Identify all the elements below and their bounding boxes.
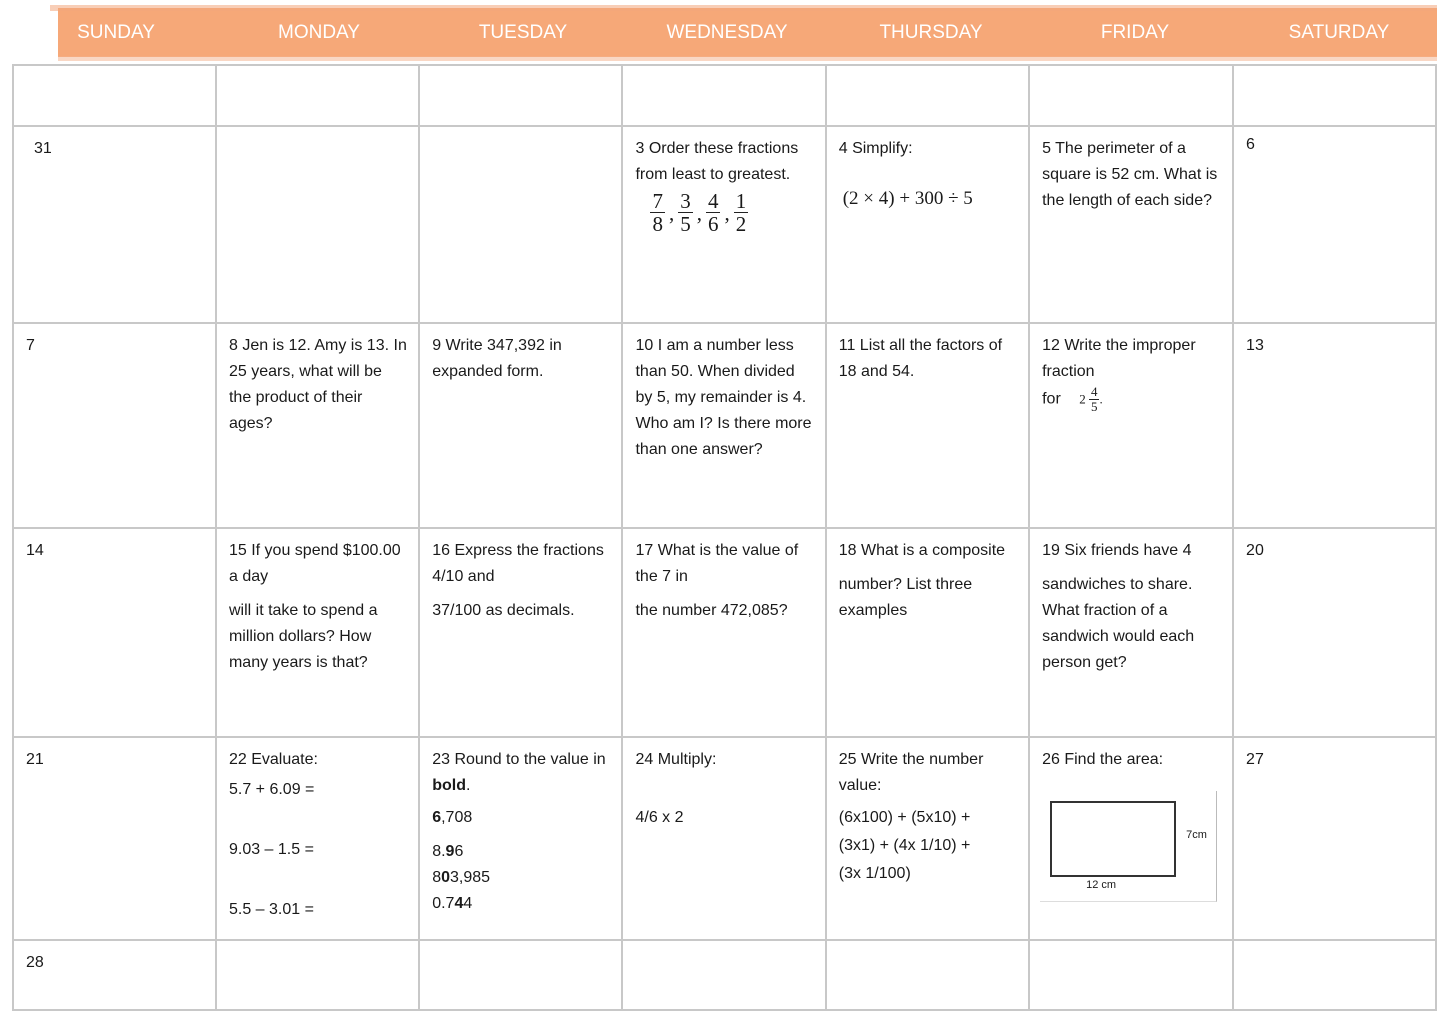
numerator: 3 — [680, 189, 691, 213]
day-cell-16 — [419, 528, 622, 737]
day-cell-7 — [13, 323, 216, 528]
problem-9-text: 9 Write 347,392 in expanded form. — [432, 337, 562, 380]
day-cell-26 — [1029, 737, 1233, 940]
problem-15-text-b: will it take to spend a million dollars? How many years is that? — [228, 602, 378, 671]
fraction-list — [650, 190, 814, 235]
day-cell — [216, 940, 419, 1010]
week-row-4 — [13, 737, 1436, 940]
problem-24-text: 24 Multiply: — [635, 751, 717, 768]
expanded-line-1: (6x100) + (5x10) + — [838, 809, 971, 826]
comma: , — [724, 200, 730, 225]
day-cell-25 — [826, 737, 1029, 940]
height-label: 7cm — [1186, 829, 1207, 841]
day-cell-12 — [1029, 323, 1233, 528]
expanded-line-2: (3x1) + (4x 1/10) + — [838, 837, 971, 854]
rounding-item — [432, 891, 611, 917]
comma: , — [668, 200, 675, 225]
problem-10-text: 10 I am a number less than 50. When divided by 5, my remainder is 4. Who am I? Is there more than one answer? — [635, 337, 812, 458]
digits: 3,985 — [450, 869, 491, 886]
day-cell — [419, 65, 622, 126]
expression-2: 9.03 – 1.5 = — [228, 841, 314, 858]
numerator: 4 — [1090, 384, 1098, 399]
problem-22-text: 22 Evaluate: — [228, 751, 318, 768]
day-cell — [622, 65, 825, 126]
whole-part: 2 — [1079, 391, 1086, 407]
bold-digit: 6 — [432, 809, 442, 826]
day-cell — [419, 126, 622, 323]
numerator: 4 — [707, 189, 719, 213]
period: . — [1099, 391, 1103, 407]
problem-16-text-b: 37/100 as decimals. — [432, 602, 575, 619]
width-label: 12 cm — [1086, 879, 1117, 891]
day-cell-4 — [826, 126, 1029, 323]
day-number: 13 — [1246, 337, 1264, 354]
day-cell-10 — [622, 323, 825, 528]
day-cell-6 — [1233, 126, 1436, 323]
day-cell — [419, 940, 622, 1010]
digits: 0.7 — [432, 895, 455, 912]
fraction — [678, 190, 693, 235]
week-row-3 — [13, 528, 1436, 737]
day-cell — [622, 940, 825, 1010]
day-number: 27 — [1246, 751, 1264, 768]
expression-1: 5.7 + 6.09 = — [228, 781, 315, 798]
problem-5-text: 5 The perimeter of a square is 52 cm. What is the length of each side? — [1042, 140, 1218, 209]
day-cell — [1029, 65, 1233, 126]
day-number: 31 — [34, 140, 52, 157]
fraction — [1089, 384, 1103, 414]
numerator: 7 — [652, 189, 663, 213]
day-cell-14 — [13, 528, 216, 737]
day-header-sunday: SUNDAY — [77, 22, 155, 43]
digits: 4 — [463, 895, 473, 912]
denominator: 2 — [735, 212, 747, 236]
day-header-friday: FRIDAY — [1100, 22, 1170, 43]
day-cell-31 — [13, 126, 216, 323]
fraction — [650, 190, 665, 235]
day-cell-28 — [13, 940, 216, 1010]
problem-4-text: 4 Simplify: — [838, 140, 913, 157]
day-cell — [13, 65, 216, 126]
expanded-line-3: (3x 1/100) — [838, 865, 911, 882]
for-label: for — [1042, 390, 1061, 408]
problem-8-text: 8 Jen is 12. Amy is 13. In 25 years, what will be the product of their ages? — [228, 337, 407, 432]
day-number: 6 — [1246, 136, 1255, 153]
bold-digit: 0 — [441, 869, 451, 886]
day-cell-11 — [826, 323, 1029, 528]
denominator: 8 — [652, 212, 663, 236]
bold-digit: 9 — [445, 843, 455, 860]
day-cell-15 — [216, 528, 419, 737]
problem-23-text-lead: 23 Round to the value in — [432, 751, 606, 768]
week-row-5 — [13, 940, 1436, 1010]
problem-19-text-b: sandwiches to share. What fraction of a sandwich would each person get? — [1042, 576, 1195, 671]
problem-15-text-a: 15 If you spend $100.00 a day — [228, 542, 401, 585]
denominator: 6 — [707, 212, 719, 236]
digits: 6 — [454, 843, 464, 860]
day-header-thursday: THURSDAY — [879, 22, 983, 43]
calendar-grid — [12, 64, 1437, 1011]
day-cell-27 — [1233, 737, 1436, 940]
day-header-monday: MONDAY — [278, 22, 360, 43]
denominator: 5 — [680, 212, 691, 236]
day-header-wednesday: WEDNESDAY — [666, 22, 788, 43]
day-cell-21 — [13, 737, 216, 940]
denominator: 5 — [1090, 399, 1098, 414]
digits: 8. — [432, 843, 446, 860]
problem-23-text — [432, 747, 611, 799]
problem-18-text-b: number? List three examples — [838, 576, 973, 619]
problem-17-text-a: 17 What is the value of the 7 in — [635, 542, 799, 585]
day-cell-8 — [216, 323, 419, 528]
problem-25-text: 25 Write the number value: — [838, 751, 984, 794]
day-header-saturday: SATURDAY — [1288, 22, 1390, 43]
day-cell-24 — [622, 737, 825, 940]
rounding-item — [432, 839, 611, 865]
rounding-item — [432, 865, 611, 891]
day-cell — [1233, 940, 1436, 1010]
week-row-1 — [13, 126, 1436, 323]
day-cell-9 — [419, 323, 622, 528]
day-number: 21 — [26, 751, 44, 768]
numerator: 1 — [735, 189, 747, 213]
rectangle-shape — [1050, 801, 1176, 877]
day-cell-23 — [419, 737, 622, 940]
day-cell — [826, 940, 1029, 1010]
day-cell — [1029, 940, 1233, 1010]
day-number: 7 — [26, 337, 35, 354]
day-cell-18 — [826, 528, 1029, 737]
period: . — [465, 777, 471, 794]
comma: , — [696, 200, 702, 225]
day-cell — [216, 126, 419, 323]
rounding-item — [432, 805, 611, 831]
fraction — [734, 190, 749, 235]
rectangle-figure — [1040, 791, 1217, 902]
day-number: 14 — [26, 542, 44, 559]
problem-11-text: 11 List all the factors of 18 and 54. — [838, 337, 1003, 380]
day-cell — [826, 65, 1029, 126]
day-cell-5 — [1029, 126, 1233, 323]
day-number: 20 — [1246, 542, 1264, 559]
math-expression: (2 × 4) + 300 ÷ 5 — [842, 188, 973, 209]
bold-word: bold — [432, 777, 466, 794]
problem-26-text: 26 Find the area: — [1042, 751, 1164, 768]
problem-18-text-a: 18 What is a composite — [838, 542, 1006, 559]
problem-17-text-b: the number 472,085? — [635, 602, 788, 619]
week-row-blank — [13, 65, 1436, 126]
week-row-2 — [13, 323, 1436, 528]
digits: 8 — [432, 869, 442, 886]
bold-digit: 4 — [454, 895, 464, 912]
day-header-tuesday: TUESDAY — [478, 22, 568, 43]
problem-3-text: 3 Order these fractions from least to greatest. — [635, 140, 799, 183]
digits: ,708 — [441, 809, 473, 826]
problem-12-text: 12 Write the improper fraction — [1042, 337, 1196, 380]
problem-19-text-a: 19 Six friends have 4 — [1042, 542, 1192, 559]
day-cell — [216, 65, 419, 126]
day-cell — [1233, 65, 1436, 126]
mixed-number-line — [1042, 385, 1222, 414]
day-cell-22 — [216, 737, 419, 940]
multiply-expression: 4/6 x 2 — [635, 809, 684, 826]
problem-16-text-a: 16 Express the fractions 4/10 and — [432, 542, 604, 585]
mixed-number — [1079, 385, 1103, 414]
day-cell-3 — [622, 126, 825, 323]
day-cell-17 — [622, 528, 825, 737]
expression-3: 5.5 – 3.01 = — [228, 901, 314, 918]
day-number: 28 — [26, 954, 44, 971]
day-cell-20 — [1233, 528, 1436, 737]
day-cell-13 — [1233, 323, 1436, 528]
fraction — [706, 190, 721, 235]
day-cell-19 — [1029, 528, 1233, 737]
